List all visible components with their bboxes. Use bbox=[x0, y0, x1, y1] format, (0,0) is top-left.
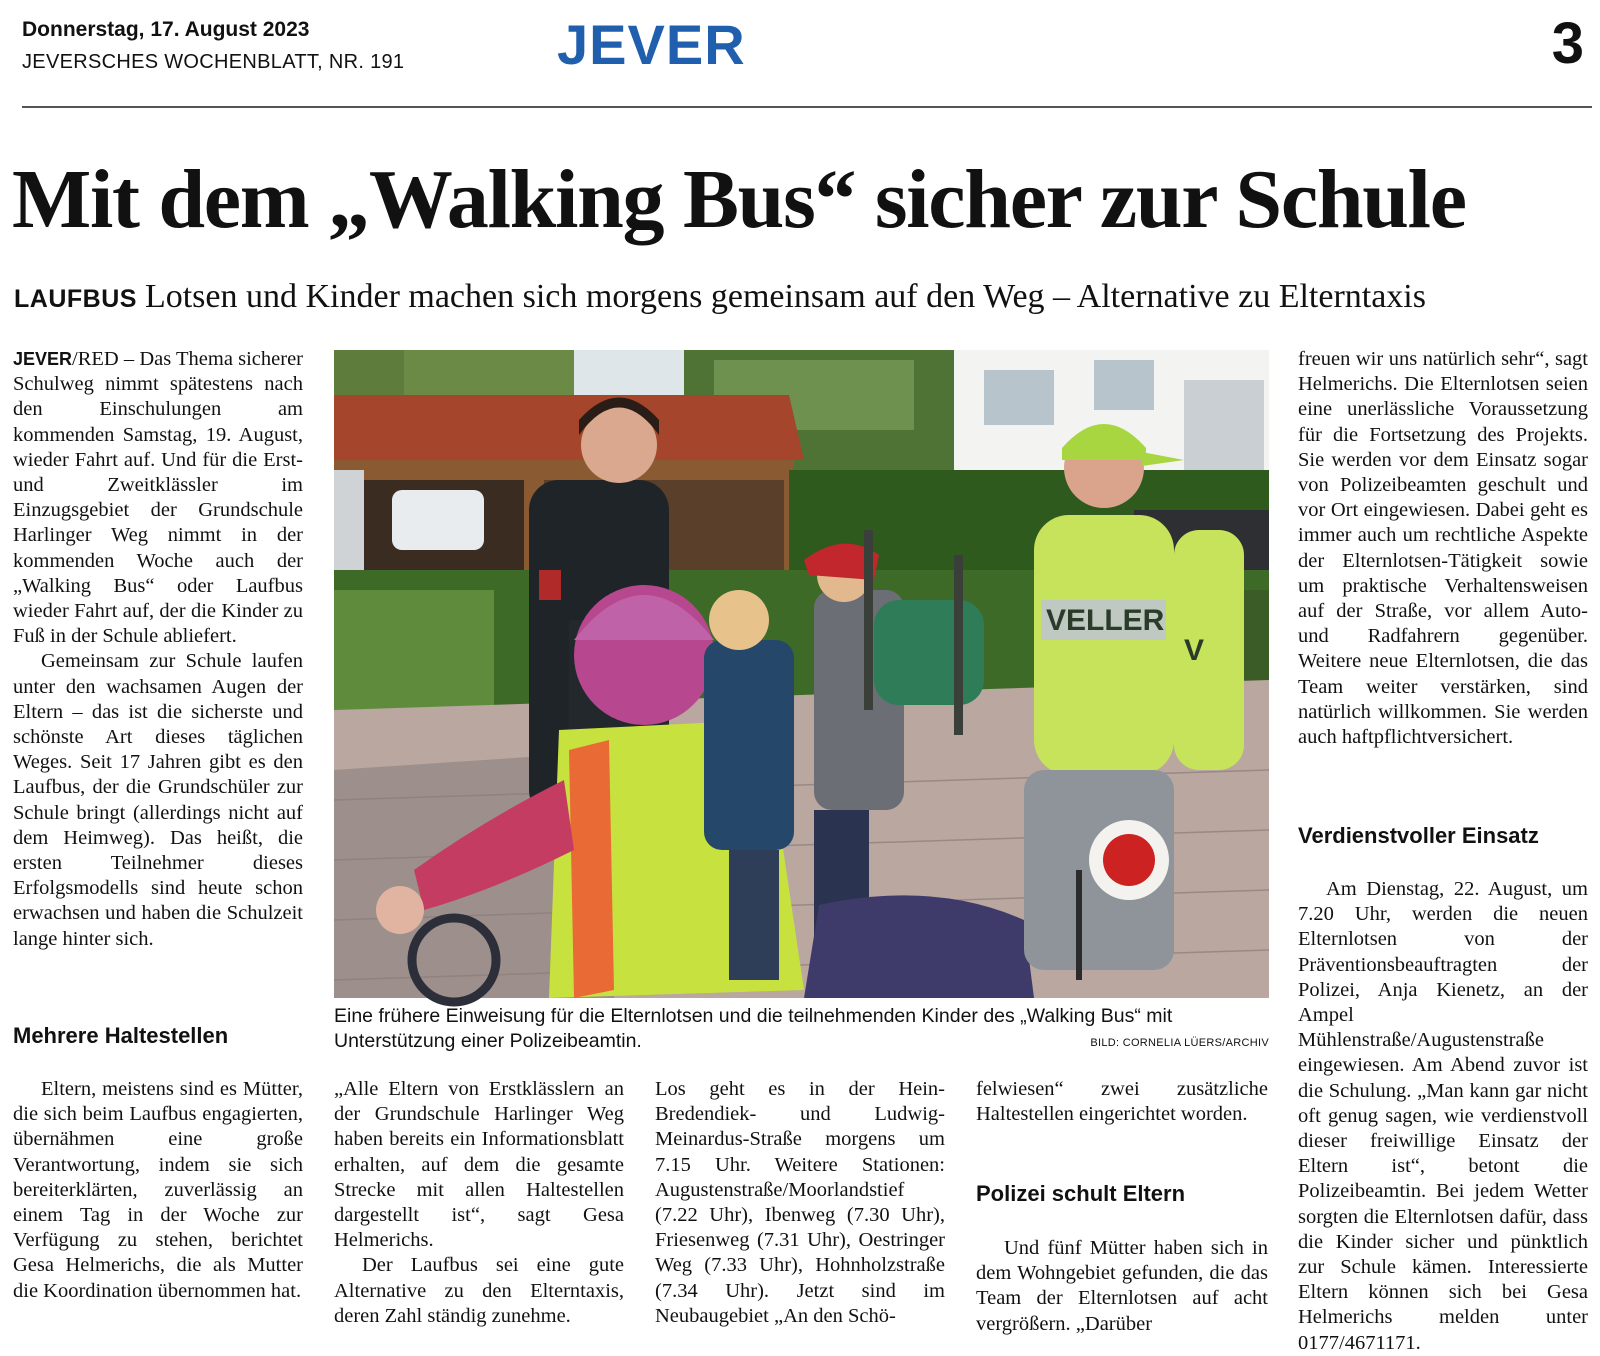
subhead-haltestellen: Mehrere Haltestellen bbox=[13, 1023, 229, 1048]
paragraph-3: Eltern, meistens sind es Mütter, die sich beim Laufbus engagierten, übernähmen eine große Verantwortung, indem sie sich bereiterklärten, zuverlässig an einem Tag in der Woche zur Verfügung zu stehen, berichtet Gesa Helmerichs, die als Mutter die Koordination übernommen hat. bbox=[13, 1078, 303, 1302]
article-photo bbox=[334, 350, 1269, 998]
page-number: 3 bbox=[1551, 11, 1584, 76]
paragraph-7: felwiesen“ zwei zusätzliche Haltestellen eingerichtet worden. bbox=[976, 1078, 1268, 1126]
paragraph-9: freuen wir uns natürlich sehr“, sagt Helmerichs. Die Elternlotsen seien eine unerlässliche Voraussetzung für die Fortsetzung des Projekts. Sie werden vor dem Einsatz sogar von Polizeibeamten geschult und vor Ort eingewiesen. Dabei geht es immer auch um rechtliche Aspekte der Elternlotsen-Tätigkeit sowie um praktische Verhaltensweisen auf der Straße, vor allem Auto- und Radfahrern gegenüber. Weitere neue Elternlotsen, die das Team weiter verstärken, sind natürlich willkommen. Sie werden auch haftpflichtversichert. bbox=[1298, 348, 1588, 749]
photo-credit: BILD: CORNELIA LÜERS/ARCHIV bbox=[1090, 1037, 1269, 1049]
subhead-einsatz: Verdienstvoller Einsatz bbox=[1298, 823, 1539, 848]
paragraph-4: „Alle Eltern von Erstklässlern an der Grundschule Harlinger Weg haben bereits ein Informationsblatt erhalten, auf dem die gesamte Strecke mit allen Haltestellen dargestellt ist“, sagt Gesa Helmerichs. bbox=[334, 1078, 624, 1252]
intro-text: /RED – Das Thema sicherer Schulweg nimmt spätestens nach den Einschulungen am kommenden Samstag, 19. August, wieder Fahrt auf. Und für die Erst- und Zweitklässler im Einzugsgebiet der Grundschule Harlinger Weg nimmt in der kommenden Woche auch der „Walking Bus“ oder Laufbus wieder Fahrt auf, der die Kinder zu Fuß in der Schule abliefert. bbox=[13, 348, 303, 648]
column-1-bottom bbox=[13, 1077, 303, 1304]
paragraph-6: Los geht es in der Hein-Bredendiek- und Ludwig-Meinardus-Straße morgens um 7.15 Uhr. Weitere Stationen: Augustenstraße/Moorlandstief (7.22 Uhr), Ibenweg (7.30 Uhr), Friesenweg (7.31 Uhr), Oestringer Weg (7.33 Uhr), Hohnholzstraße (7.34 Uhr). Jetzt sind im Neubaugebiet „An den Schö- bbox=[655, 1078, 945, 1327]
subheadline-row bbox=[14, 278, 1594, 316]
header-rule bbox=[22, 106, 1592, 108]
vest-lettering: VELLER bbox=[1046, 604, 1165, 637]
headline: Mit dem „Walking Bus“ sicher zur Schule bbox=[12, 153, 1466, 246]
paper-name: JEVERSCHES WOCHENBLATT, NR. 191 bbox=[22, 51, 405, 73]
paragraph-5: Der Laufbus sei eine gute Alternative zu den Elterntaxis, deren Zahl ständig zunehme. bbox=[334, 1254, 624, 1327]
masthead bbox=[22, 11, 1592, 106]
column-5 bbox=[1298, 347, 1588, 750]
issue-date: Donnerstag, 17. August 2023 bbox=[22, 18, 310, 41]
dateline: JEVER bbox=[13, 349, 73, 369]
subhead-polizei: Polizei schult Eltern bbox=[976, 1181, 1186, 1206]
column-2 bbox=[334, 1077, 624, 1329]
column-4-bottom bbox=[976, 1236, 1268, 1337]
paragraph-8: Und fünf Mütter haben sich in dem Wohngebiet gefunden, die das Team der Elternlotsen auf acht vergrößern. „Darüber bbox=[976, 1237, 1268, 1335]
column-4 bbox=[976, 1077, 1268, 1127]
column-5-bottom bbox=[1298, 877, 1588, 1356]
intro-paragraph bbox=[13, 347, 303, 649]
paragraph-2: Gemeinsam zur Schule laufen unter den wachsamen Augen der Eltern – das ist die sicherste und schönste Art dieses täglichen Weges. Seit 17 Jahren gibt es den Laufbus, der die Grundschüler zur Schule bringt (allerdings nicht auf dem Heimweg). Das heißt, die ersten Teilnehmer dieses Erfolgsmodells sind heute schon erwachsen und haben die Schulzeit lange hinter sich. bbox=[13, 650, 303, 950]
subheadline: Lotsen und Kinder machen sich morgens gemeinsam auf den Weg – Alternative zu Elterntaxis bbox=[144, 278, 1426, 315]
section-title: JEVER bbox=[557, 13, 746, 76]
paragraph-10: Am Dienstag, 22. August, um 7.20 Uhr, werden die neuen Elternlotsen von der Präventionsbeauftragten der Polizei, Anja Kienetz, an der Ampel Mühlenstraße/Augustenstraße eingewiesen. Am Abend zuvor ist die Schulung. „Man kann gar nicht oft genug sagen, wie verdienstvoll dieser freiwillige Einsatz der Eltern ist“, betont die Polizeibeamtin. Bei jedem Wetter sorgten die Elternlotsen dafür, dass die Kinder sicher und pünktlich zur Schule kämen. Interessierte Eltern können sich bei Gesa Helmerichs melden unter 0177/4671171. bbox=[1298, 878, 1588, 1354]
column-1 bbox=[13, 347, 303, 952]
photo-caption: Eine frühere Einweisung für die Elternlotsen und die teilnehmenden Kinder des „Walking Bus“ mit Unterstützung einer Polizeibeamtin. bbox=[334, 1005, 1173, 1052]
column-3 bbox=[655, 1077, 945, 1329]
kicker: LAUFBUS bbox=[14, 285, 137, 313]
vest-lettering-2: V bbox=[1184, 634, 1205, 667]
